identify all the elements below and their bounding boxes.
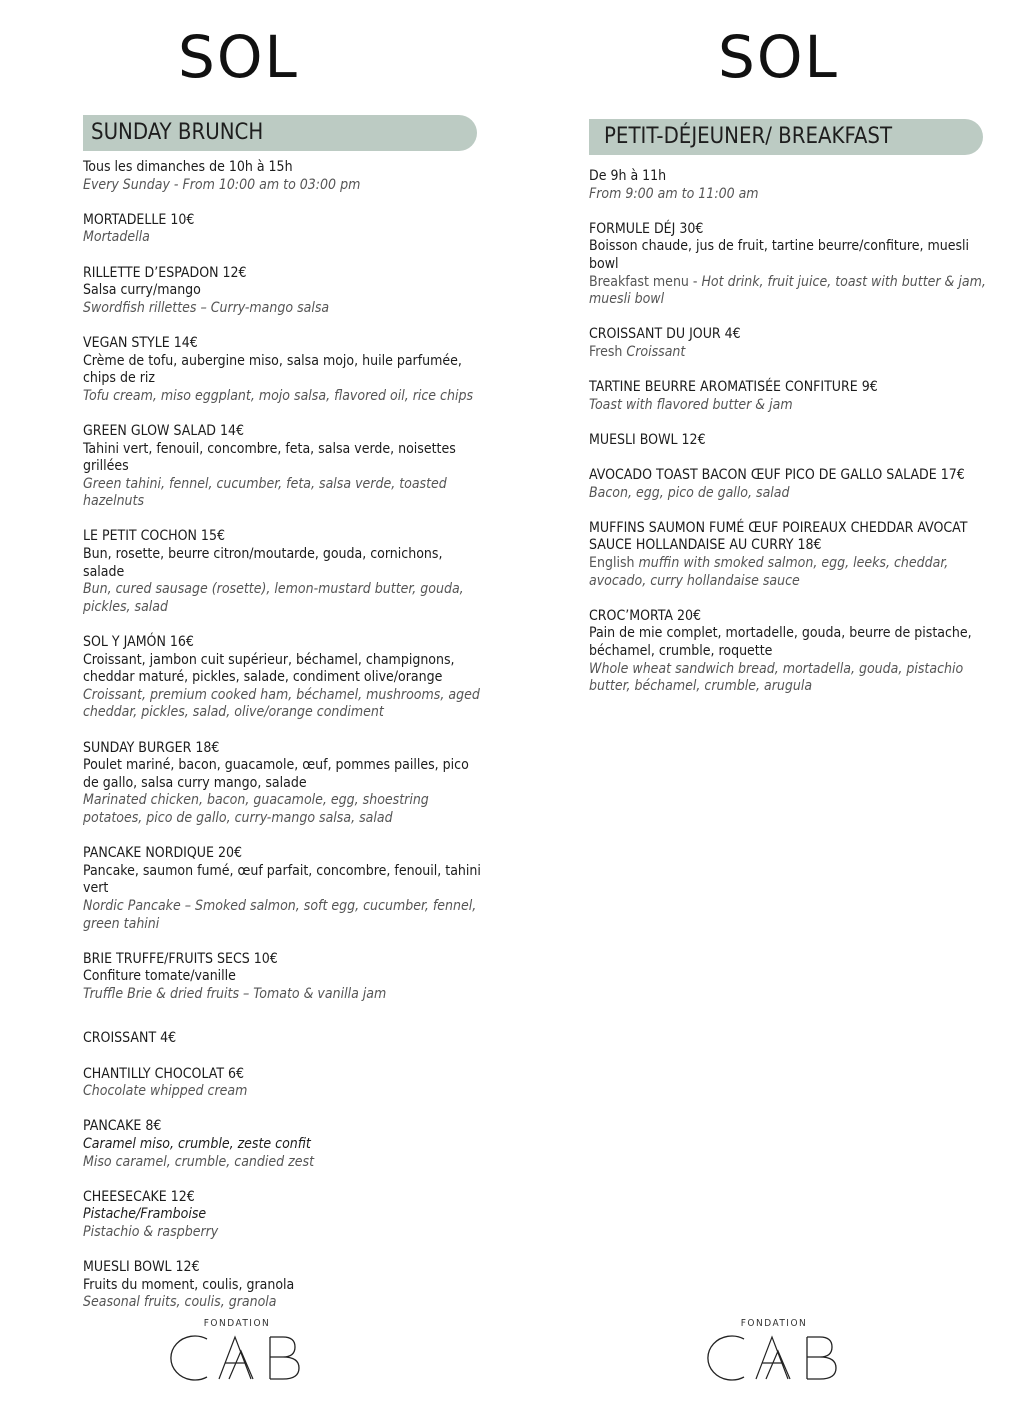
item-title: CROISSANT DU JOUR 4€ [589, 326, 741, 343]
item-translation: Bacon, egg, pico de gallo, salad [589, 484, 790, 501]
menu-item [589, 379, 1019, 414]
cab-logo-icon [167, 1329, 307, 1383]
item-description: Poulet mariné, bacon, guacamole, œuf, pommes pailles, pico [83, 757, 469, 774]
menu-item [83, 1118, 523, 1171]
item-translation [589, 274, 1019, 292]
menu-item [589, 326, 1019, 361]
item-translation: Toast with flavored butter & jam [589, 396, 793, 413]
item-description: Croissant, jambon cuit supérieur, béchamel, champignons, [83, 651, 455, 668]
menu-item [83, 740, 523, 828]
item-title: CROISSANT 4€ [83, 1029, 177, 1046]
item-translation: Truffle Brie & dried fruits – Tomato & vanilla jam [83, 985, 387, 1002]
translation-text: avocado, curry hollandaise sauce [589, 572, 800, 589]
item-description: Salsa curry/mango [83, 282, 201, 299]
item-title: CHANTILLY CHOCOLAT 6€ [83, 1065, 245, 1082]
item-translation: Bun, cured sausage (rosette), lemon-mustard butter, gouda, [83, 581, 464, 598]
item-description: chips de riz [83, 370, 156, 387]
item-translation [589, 555, 1019, 573]
translation-text: muesli bowl [589, 291, 665, 308]
item-title: BRIE TRUFFE/FRUITS SECS 10€ [83, 950, 278, 967]
item-translation: Pistachio & raspberry [83, 1223, 219, 1240]
translation-prefix: Breakfast menu - [589, 273, 702, 290]
menu-item [83, 1030, 523, 1048]
item-description: Boisson chaude, jus de fruit, tartine beurre/confiture, muesli [589, 238, 970, 255]
item-title: LE PETIT COCHON 15€ [83, 528, 225, 545]
item-title: AVOCADO TOAST BACON ŒUF PICO DE GALLO SALADE 17€ [589, 467, 965, 484]
item-title: SUNDAY BURGER 18€ [83, 739, 220, 756]
fondation-cab-logo-left [167, 1318, 307, 1387]
translation-text: muffin with smoked salmon, egg, leeks, cheddar, [638, 555, 949, 572]
section-heading-sunday-brunch: SUNDAY BRUNCH [83, 115, 477, 151]
item-translation: potatoes, pico de gallo, curry-mango salsa, salad [83, 809, 393, 826]
item-title: TARTINE BEURRE AROMATISÉE CONFITURE 9€ [589, 379, 878, 396]
brand-title-left: SOL [178, 23, 299, 91]
item-translation: butter, béchamel, crumble, arugula [589, 678, 813, 695]
translation-prefix: English [589, 555, 639, 572]
item-description: cheddar maturé, pickles, salade, condiment olive/orange [83, 669, 443, 686]
item-description: Fruits du moment, coulis, granola [83, 1276, 295, 1293]
item-title: SOL Y JAMÓN 16€ [83, 634, 194, 651]
item-translation: Chocolate whipped cream [83, 1083, 248, 1100]
logo-label: FONDATION [203, 1318, 271, 1329]
menu-item [589, 467, 1019, 502]
item-title: GREEN GLOW SALAD 14€ [83, 422, 245, 439]
item-translation: Miso caramel, crumble, candied zest [83, 1153, 315, 1170]
item-translation: Tofu cream, miso eggplant, mojo salsa, flavored oil, rice chips [83, 387, 474, 404]
item-translation: Nordic Pancake – Smoked salmon, soft egg, cucumber, fennel, [83, 897, 477, 914]
item-description: bowl [589, 255, 619, 272]
menu-item [589, 221, 1019, 309]
sunday-brunch-menu [83, 159, 523, 1330]
intro-fr: De 9h à 11h [589, 168, 667, 184]
item-translation: hazelnuts [83, 493, 145, 510]
item-title: MUESLI BOWL 12€ [83, 1259, 200, 1276]
section-heading-breakfast: PETIT-DÉJEUNER/ BREAKFAST [589, 119, 983, 155]
item-description: Crème de tofu, aubergine miso, salsa mojo, huile parfumée, [83, 352, 462, 369]
menu-intro [589, 168, 1019, 203]
translation-text: Hot drink, fruit juice, toast with butter & jam, [701, 273, 986, 290]
item-translation [589, 573, 1019, 591]
item-description: Pancake, saumon fumé, œuf parfait, concombre, fenouil, tahini [83, 862, 481, 879]
translation-prefix: Fresh [589, 343, 627, 360]
item-translation: green tahini [83, 915, 160, 932]
menu-item [83, 212, 523, 247]
item-title: MORTADELLE 10€ [83, 211, 195, 228]
item-description: Tahini vert, fenouil, concombre, feta, salsa verde, noisettes [83, 440, 456, 457]
item-translation [589, 291, 1019, 309]
item-description: grillées [83, 458, 129, 475]
item-title: PANCAKE NORDIQUE 20€ [83, 845, 242, 862]
menu-item [83, 528, 523, 616]
item-translation: Green tahini, fennel, cucumber, feta, salsa verde, toasted [83, 475, 447, 492]
item-translation: pickles, salad [83, 598, 169, 615]
menu-item [589, 608, 1019, 696]
item-description: vert [83, 880, 109, 897]
menu-item [83, 951, 523, 1004]
item-translation: Marinated chicken, bacon, guacamole, egg, shoestring [83, 792, 429, 809]
item-translation: cheddar, pickles, salad, olive/orange condiment [83, 704, 384, 721]
item-description: béchamel, crumble, roquette [589, 643, 773, 660]
item-description: Confiture tomate/vanille [83, 968, 236, 985]
menu-item [589, 520, 1019, 590]
menu-item [83, 423, 523, 511]
cab-logo-icon [704, 1329, 844, 1383]
menu-item [83, 335, 523, 405]
menu-item [83, 1189, 523, 1242]
item-translation: Whole wheat sandwich bread, mortadella, gouda, pistachio [589, 660, 964, 677]
item-description: Pain de mie complet, mortadelle, gouda, beurre de pistache, [589, 625, 972, 642]
brand-title-right: SOL [718, 23, 839, 91]
item-title: MUESLI BOWL 12€ [589, 431, 706, 448]
item-title: VEGAN STYLE 14€ [83, 334, 198, 351]
item-description: Bun, rosette, beurre citron/moutarde, gouda, cornichons, [83, 546, 443, 563]
breakfast-menu [589, 168, 1019, 713]
intro-en: Every Sunday - From 10:00 am to 03:00 pm [83, 176, 361, 193]
item-translation: Seasonal fruits, coulis, granola [83, 1294, 277, 1311]
item-description: Pistache/Framboise [83, 1206, 207, 1223]
item-title: PANCAKE 8€ [83, 1118, 162, 1135]
translation-text: Croissant [626, 343, 686, 360]
menu-intro [83, 159, 523, 194]
menu-item [83, 845, 523, 933]
item-translation: Mortadella [83, 229, 150, 246]
item-title: MUFFINS SAUMON FUMÉ ŒUF POIREAUX CHEDDAR AVOCAT SAUCE HOLLANDAISE AU CURRY 18€ [589, 519, 968, 554]
item-title: RILLETTE D’ESPADON 12€ [83, 264, 247, 281]
item-description: salade [83, 563, 125, 580]
logo-label: FONDATION [740, 1318, 808, 1329]
item-translation: Swordfish rillettes – Curry-mango salsa [83, 299, 330, 316]
item-description: de gallo, salsa curry mango, salade [83, 774, 307, 791]
intro-en: From 9:00 am to 11:00 am [589, 185, 759, 202]
item-description: Caramel miso, crumble, zeste confit [83, 1135, 311, 1152]
item-title: FORMULE DÉJ 30€ [589, 220, 704, 237]
item-title: CROC’MORTA 20€ [589, 607, 702, 624]
menu-item [83, 1066, 523, 1101]
fondation-cab-logo-right [704, 1318, 844, 1387]
intro-fr: Tous les dimanches de 10h à 15h [83, 159, 293, 175]
item-translation: Croissant, premium cooked ham, béchamel, mushrooms, aged [83, 686, 480, 703]
item-translation [589, 344, 1019, 362]
menu-item [83, 634, 523, 722]
menu-item [589, 432, 1019, 450]
menu-item [83, 265, 523, 318]
item-title: CHEESECAKE 12€ [83, 1188, 195, 1205]
menu-item [83, 1259, 523, 1312]
